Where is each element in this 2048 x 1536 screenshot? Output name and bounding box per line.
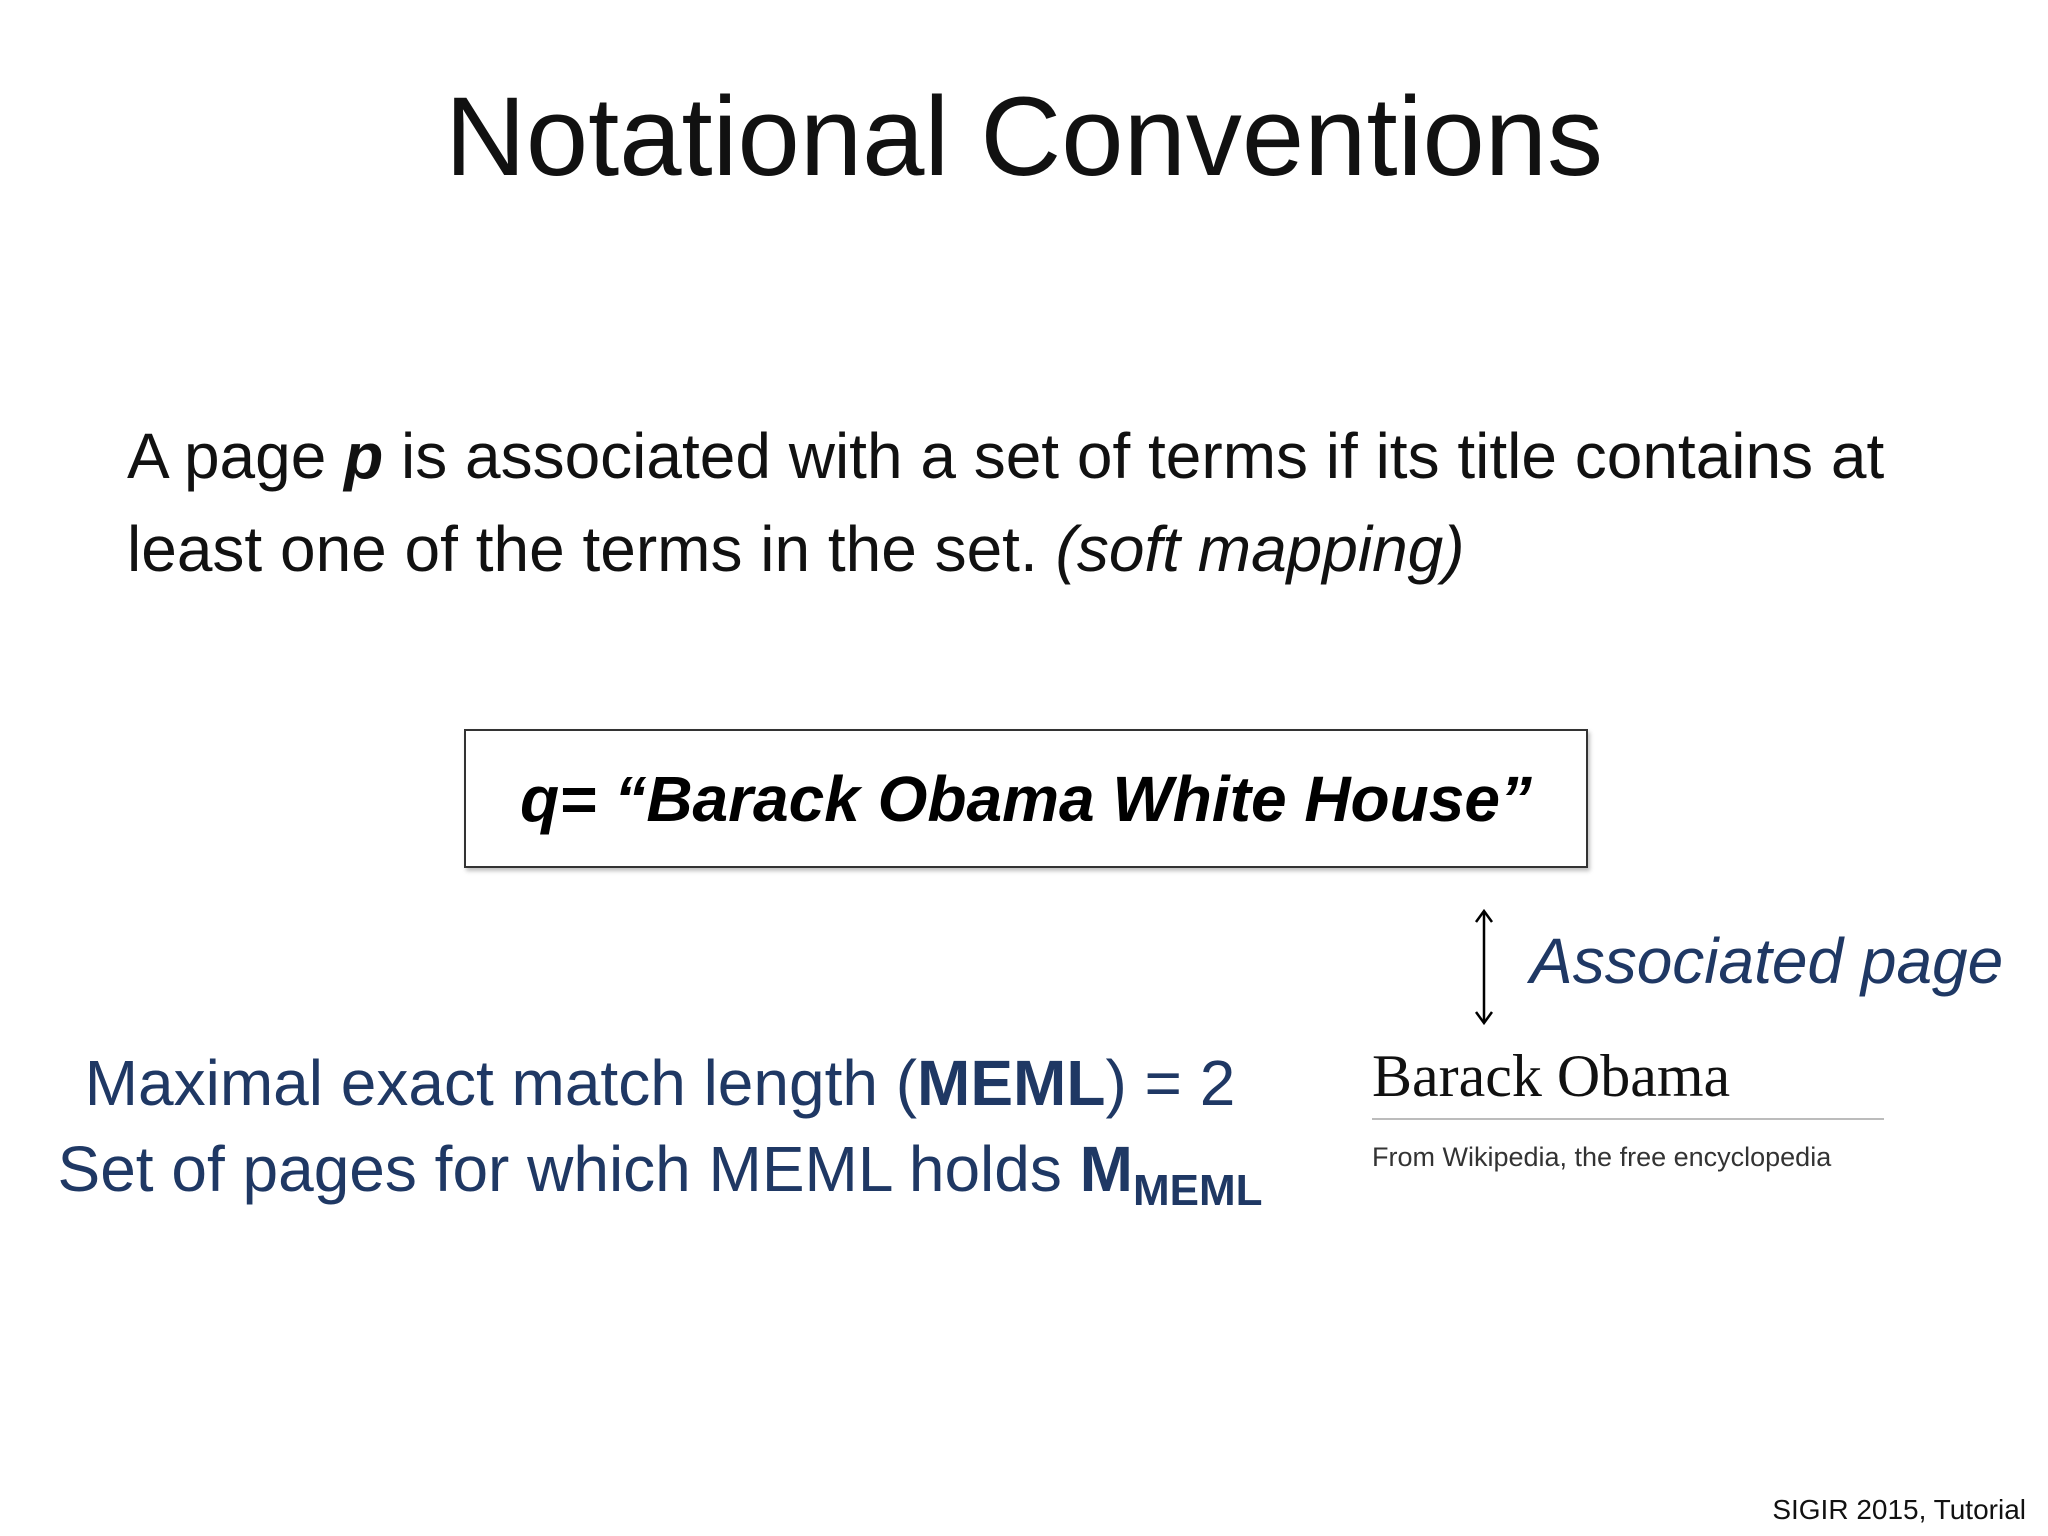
slide-title: Notational Conventions [444, 74, 1604, 199]
double-arrow-icon [1472, 908, 1496, 1026]
m-symbol: M [1079, 1133, 1133, 1205]
meml-line-2 [30, 1126, 1290, 1215]
query-box [464, 729, 1588, 868]
definition-text-part2: is associated with a set of terms if its title contains at least one of the terms in the set. [127, 420, 1885, 585]
associated-page-label: Associated page [1530, 925, 2004, 997]
wiki-page-subtitle: From Wikipedia, the free encyclopedia [1372, 1142, 1832, 1172]
meml-definition [30, 1040, 1290, 1215]
meml-line1-prefix: Maximal exact match length ( [84, 1047, 918, 1119]
definition-paragraph [127, 410, 2007, 596]
meml-abbrev: MEML [917, 1047, 1106, 1119]
wikipedia-snippet [1372, 1040, 1884, 1173]
meml-line2-prefix: Set of pages for which MEML holds [57, 1133, 1080, 1205]
query-text: q= “Barack Obama White House” [520, 762, 1532, 835]
meml-line-1 [30, 1040, 1290, 1126]
variable-p: p [344, 420, 384, 492]
footer-label: SIGIR 2015, Tutorial [1772, 1494, 2026, 1525]
m-subscript: MEML [1132, 1166, 1263, 1215]
meml-value: ) = 2 [1105, 1047, 1236, 1119]
wiki-page-title: Barack Obama [1372, 1040, 1884, 1120]
soft-mapping-note: (soft mapping) [1055, 513, 1465, 585]
definition-text-part1: A page [127, 420, 345, 492]
